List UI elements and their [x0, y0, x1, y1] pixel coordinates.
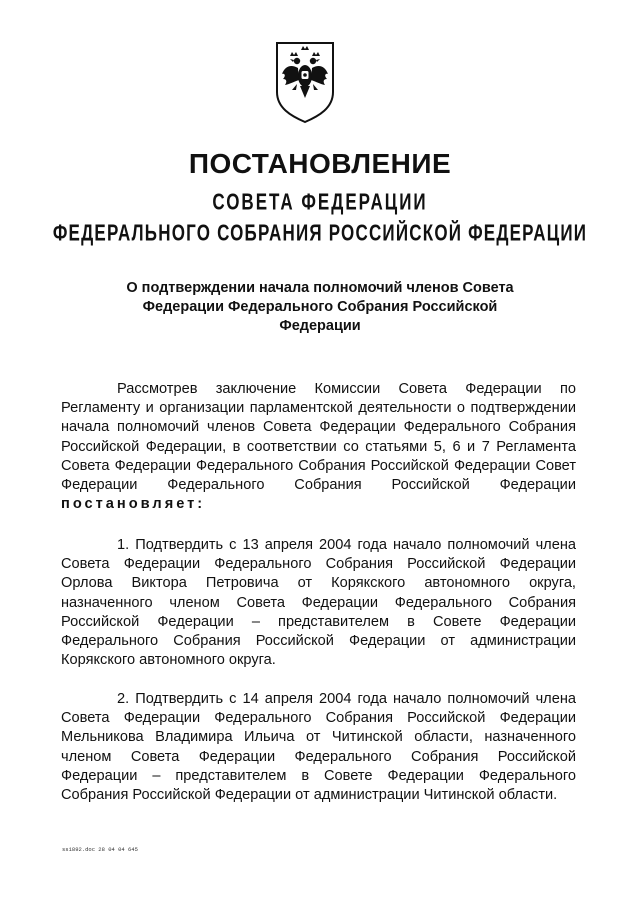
resolves-word: постановляет:	[61, 496, 206, 513]
resolution-item-1: 1. Подтвердить с 13 апреля 2004 года начало полномочий члена Совета Федерации Федерального Собрания Российской Федерации Орлова Виктора Петровича от Корякского автономного округа, назначенного членом Совета Федерации Федерального Собрания Российской Федерации – представителем в Совете Федерации Федерального Собрания Российской Федерации от администрации Корякского автономного округа.	[61, 537, 576, 669]
preamble-paragraph	[61, 380, 576, 514]
document-type-title: ПОСТАНОВЛЕНИЕ	[188, 148, 452, 179]
document-subject: О подтверждении начала полномочий членов Совета Федерации Федерального Собрания Российской Федерации	[126, 280, 514, 334]
issuing-assembly-line: ФЕДЕРАЛЬНОГО СОБРАНИЯ РОССИЙСКОЙ ФЕДЕРАЦИИ	[52, 220, 588, 246]
file-reference-footer: ss1892.doc 28 04 04 645	[62, 846, 138, 853]
issuing-body-line: СОВЕТА ФЕДЕРАЦИИ	[212, 189, 428, 215]
resolution-item-2: 2. Подтвердить с 14 апреля 2004 года начало полномочий члена Совета Федерации Федерального Собрания Российской Федерации Мельникова Владимира Ильича от Читинской области, назначенного членом Совета Федерации Федерального Собрания Российской Федерации – представителем в Совете Федерации Федерального Собрания Российской Федерации от администрации Читинской области.	[61, 691, 576, 804]
preamble-text: Рассмотрев заключение Комиссии Совета Федерации по Регламенту и организации парламентской деятельности о подтверждении начала полномочий членов Совета Федерации Федерального Собрания Российской Федерации, в соответствии со статьями 5, 6 и 7 Регламента Совета Федерации Федерального Собрания Российской Федерации Совет Федерации Федерального Собрания Российской Федерации	[61, 381, 576, 494]
coat-of-arms-emblem	[273, 40, 337, 124]
